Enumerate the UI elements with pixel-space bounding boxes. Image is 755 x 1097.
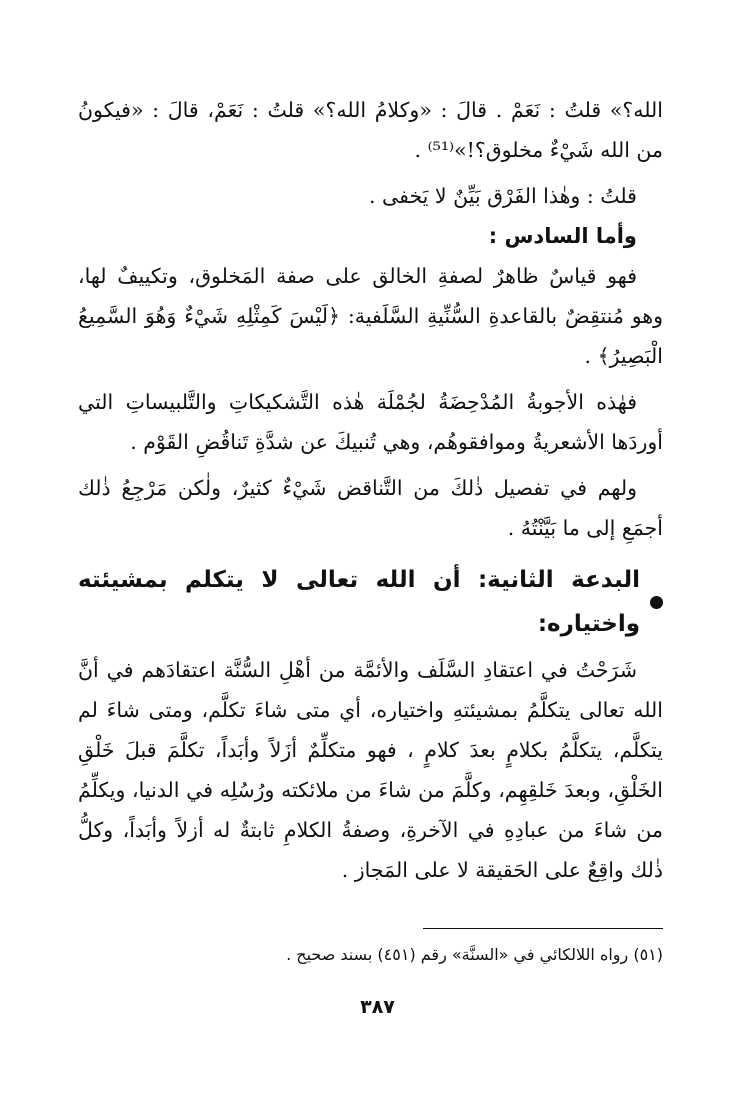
second-heresy-heading — [78, 558, 663, 646]
second-heresy-heading-text: البدعة الثانية: أن الله تعالى لا يتكلم بمشيئته واختياره: — [78, 567, 640, 637]
page-number: ٣٨٧ — [360, 996, 395, 1018]
page-body — [78, 90, 663, 890]
refutations-paragraph: فهٰذه الأجوبةُ المُدْحِضَةُ لجُمْلَة هٰذه التَّشكيكاتِ والتَّلبيساتِ التي أوردَها الأشعريةُ وموافقوهُم، وهي تُنبيكَ عن شدَّةِ تَناقُضِ القَوْم . — [78, 390, 663, 454]
footnote: (٥١) رواه اللالكائي في «السنَّة» رقم (٤٥١) بسند صحيح . — [286, 945, 663, 964]
analogy-paragraph: فهو قياسٌ ظاهرٌ لصفةِ الخالق على صفة المَخلوق، وتكييفٌ لها، وهو مُنتقِضٌ بالقاعدةِ السُّنِّيةِ السَّلَفية: ﴿لَيْسَ كَمِثْلِهِ شَيْءٌ وَهُوَ السَّمِيعُ الْبَصِيرُ﴾ . — [78, 264, 663, 368]
bullet-icon — [650, 596, 663, 609]
contradiction-paragraph: ولهم في تفصيل ذٰلكَ من التَّناقض شَيْءٌ كثيرٌ، ولٰكن مَرْجِعُ ذٰلك أجمَعِ إلى ما بَيَّنْتُهُ . — [78, 476, 663, 540]
sixth-section-heading: وأما السادس : — [488, 224, 637, 248]
footnote-divider — [423, 928, 663, 929]
said-paragraph: قلتُ : وهٰذا الفَرْق بَيِّنٌ لا يَخفى . — [368, 184, 637, 208]
quote-paragraph: الله؟» قلتُ : نَعَمْ . قالَ : «وكلامُ الله؟» قلتُ : نَعَمْ، قالَ : «فيكونُ من الله شَيْءٌ مخلوق؟!»⁽⁵¹⁾ . — [78, 98, 663, 162]
speech-by-will-paragraph: شَرَحْتُ في اعتقادِ السَّلَف والأئمَّة من أهْلِ السُّنَّة اعتقادَهم في أنَّ الله تعالى يتكلَّمُ بمشيئتهِ واختياره، أي متى شاءَ تكلَّم، ومتى شاءَ لم يتكلَّم، يتكلَّمُ بكلامٍ بعدَ كلامٍ ، فهو متكلِّمٌ أزَلاً وأبَداً، تكلَّمَ قبلَ خَلْقِ الخَلْقِ، وبعدَ خَلقِهِم، وكلَّمَ من شاءَ من ملائكته ورُسُلِه في الدنيا، ويكلِّمُ من شاءَ من عبادِهِ في الآخرةِ، وصفةُ الكلامِ ثابتةٌ له أزلاً وأبَداً، وكلُّ ذٰلك واقِعٌ على الحَقيقة لا على المَجاز . — [78, 658, 663, 882]
